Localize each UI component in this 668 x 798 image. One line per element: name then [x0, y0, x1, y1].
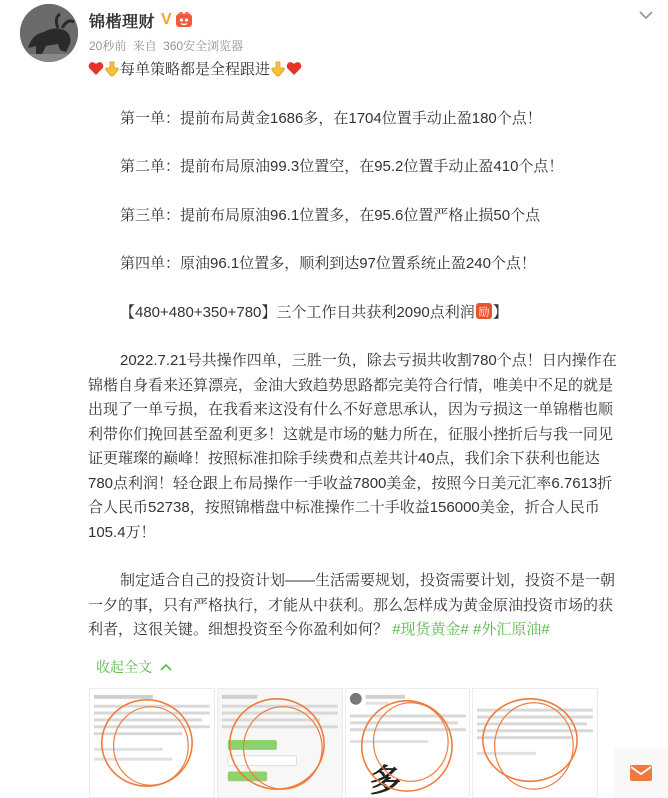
- body-line: 105.4万！: [88, 523, 156, 541]
- body-line: 证更璀璨的巅峰！按照标准扣除手续费和点差共计40点，我们余下获利也能达: [88, 450, 600, 467]
- body-line: 出现了一单亏损，在我看来这没有什么不好意思承认，因为亏损这一单锦楷也顺: [88, 401, 614, 418]
- collapse-label: 收起全文: [96, 659, 152, 675]
- thumbnail-screenshot-4: [473, 689, 597, 797]
- svg-text:励: 励: [478, 305, 490, 318]
- bull-avatar-icon: [20, 4, 78, 62]
- summary-close: 】: [492, 303, 508, 321]
- topic-link-gold[interactable]: #现货黄金#: [392, 621, 469, 638]
- order-line-2: 第二单：提前布局原油99.3位置空，在95.2位置手动止盈410个点！: [120, 158, 564, 175]
- post-time[interactable]: 20秒前: [89, 39, 127, 53]
- message-button[interactable]: [614, 748, 668, 798]
- thumbnail-screenshot-2: [218, 689, 342, 797]
- post-source: 360安全浏览器: [163, 39, 244, 53]
- thumbnail-image-3[interactable]: [345, 688, 471, 798]
- body-paragraph: [88, 349, 656, 545]
- closing-line: 制定适合自己的投资计划——生活需要规划，投资需要计划，投资不是一朝: [120, 572, 616, 589]
- body-line: 2022.7.21号共操作四单，三胜一负，除去亏损共收割780个点！日内操作在: [120, 352, 617, 369]
- thumbnail-image-4[interactable]: [472, 688, 598, 798]
- order-line-3: 第三单：提前布局原油96.1位置多，在95.6位置严格止损50个点: [120, 206, 541, 224]
- closing-text: 利者，这很关键。细想投资至今你盈利如何？: [88, 621, 389, 638]
- summary-line: [88, 301, 656, 326]
- closing-line: 一夕的事，只有严格执行，才能从中获利。那么怎样成为黄金原油投资市场的获: [88, 596, 614, 614]
- thumbnail-image-2[interactable]: [217, 688, 343, 798]
- topic-link-oil[interactable]: #外汇原油#: [473, 621, 550, 638]
- image-gallery: [89, 688, 598, 798]
- thumbnail-char: 多: [369, 763, 401, 797]
- headline-line: [88, 58, 656, 83]
- post-meta: [89, 37, 609, 53]
- headline-text: 每单策略都是全程跟进: [120, 61, 271, 78]
- chevron-up-icon: [160, 663, 172, 671]
- user-name[interactable]: 锦楷理财: [89, 13, 156, 31]
- post-content: [88, 58, 656, 643]
- closing-line: [88, 618, 656, 643]
- body-line: 合人民币52738，按照锦楷盘中标准操作二十手收益156000美金，折合人民币: [88, 499, 600, 516]
- body-line: 利带你们挽回甚至盈利更多！这就是市场的魅力所在，征服小挫折后与我一同见: [88, 425, 614, 443]
- heart-icon: [286, 61, 302, 76]
- member-badge-icon[interactable]: [175, 12, 193, 28]
- pointing-down-hand-icon: [270, 61, 286, 77]
- collapse-button[interactable]: [96, 657, 172, 677]
- thumbnail-screenshot-3: [346, 689, 470, 797]
- closing-paragraph: [88, 569, 656, 643]
- order-line-4: 第四单：原油96.1位置多，顺利到达97位置系统止盈240个点！: [120, 255, 536, 272]
- body-line: 780点利润！轻仓跟上布局操作一手收益7800美金，按照今日美元汇率6.7613折: [88, 474, 613, 492]
- order-line-1: 第一单：提前布局黄金1686多，在1704位置手动止盈180个点！: [120, 109, 542, 127]
- li-emoji-icon: [475, 302, 493, 320]
- thumbnail-screenshot-1: [90, 689, 214, 797]
- avatar[interactable]: [20, 4, 78, 62]
- chevron-down-icon[interactable]: [638, 10, 654, 20]
- pointing-down-hand-icon: [104, 61, 120, 77]
- body-line: 锦楷自身看来还算漂亮，金油大致趋势思路都完美符合行情，唯美中不足的就是: [88, 376, 614, 394]
- heart-icon: [88, 61, 104, 76]
- thumbnail-image-1[interactable]: [89, 688, 215, 798]
- mail-icon: [629, 764, 653, 782]
- verified-v-icon: V: [161, 11, 172, 28]
- source-prefix: 来自: [132, 39, 157, 53]
- summary-text: 【480+480+350+780】三个工作日共获利2090点利润: [120, 303, 475, 321]
- post-header: [89, 8, 609, 53]
